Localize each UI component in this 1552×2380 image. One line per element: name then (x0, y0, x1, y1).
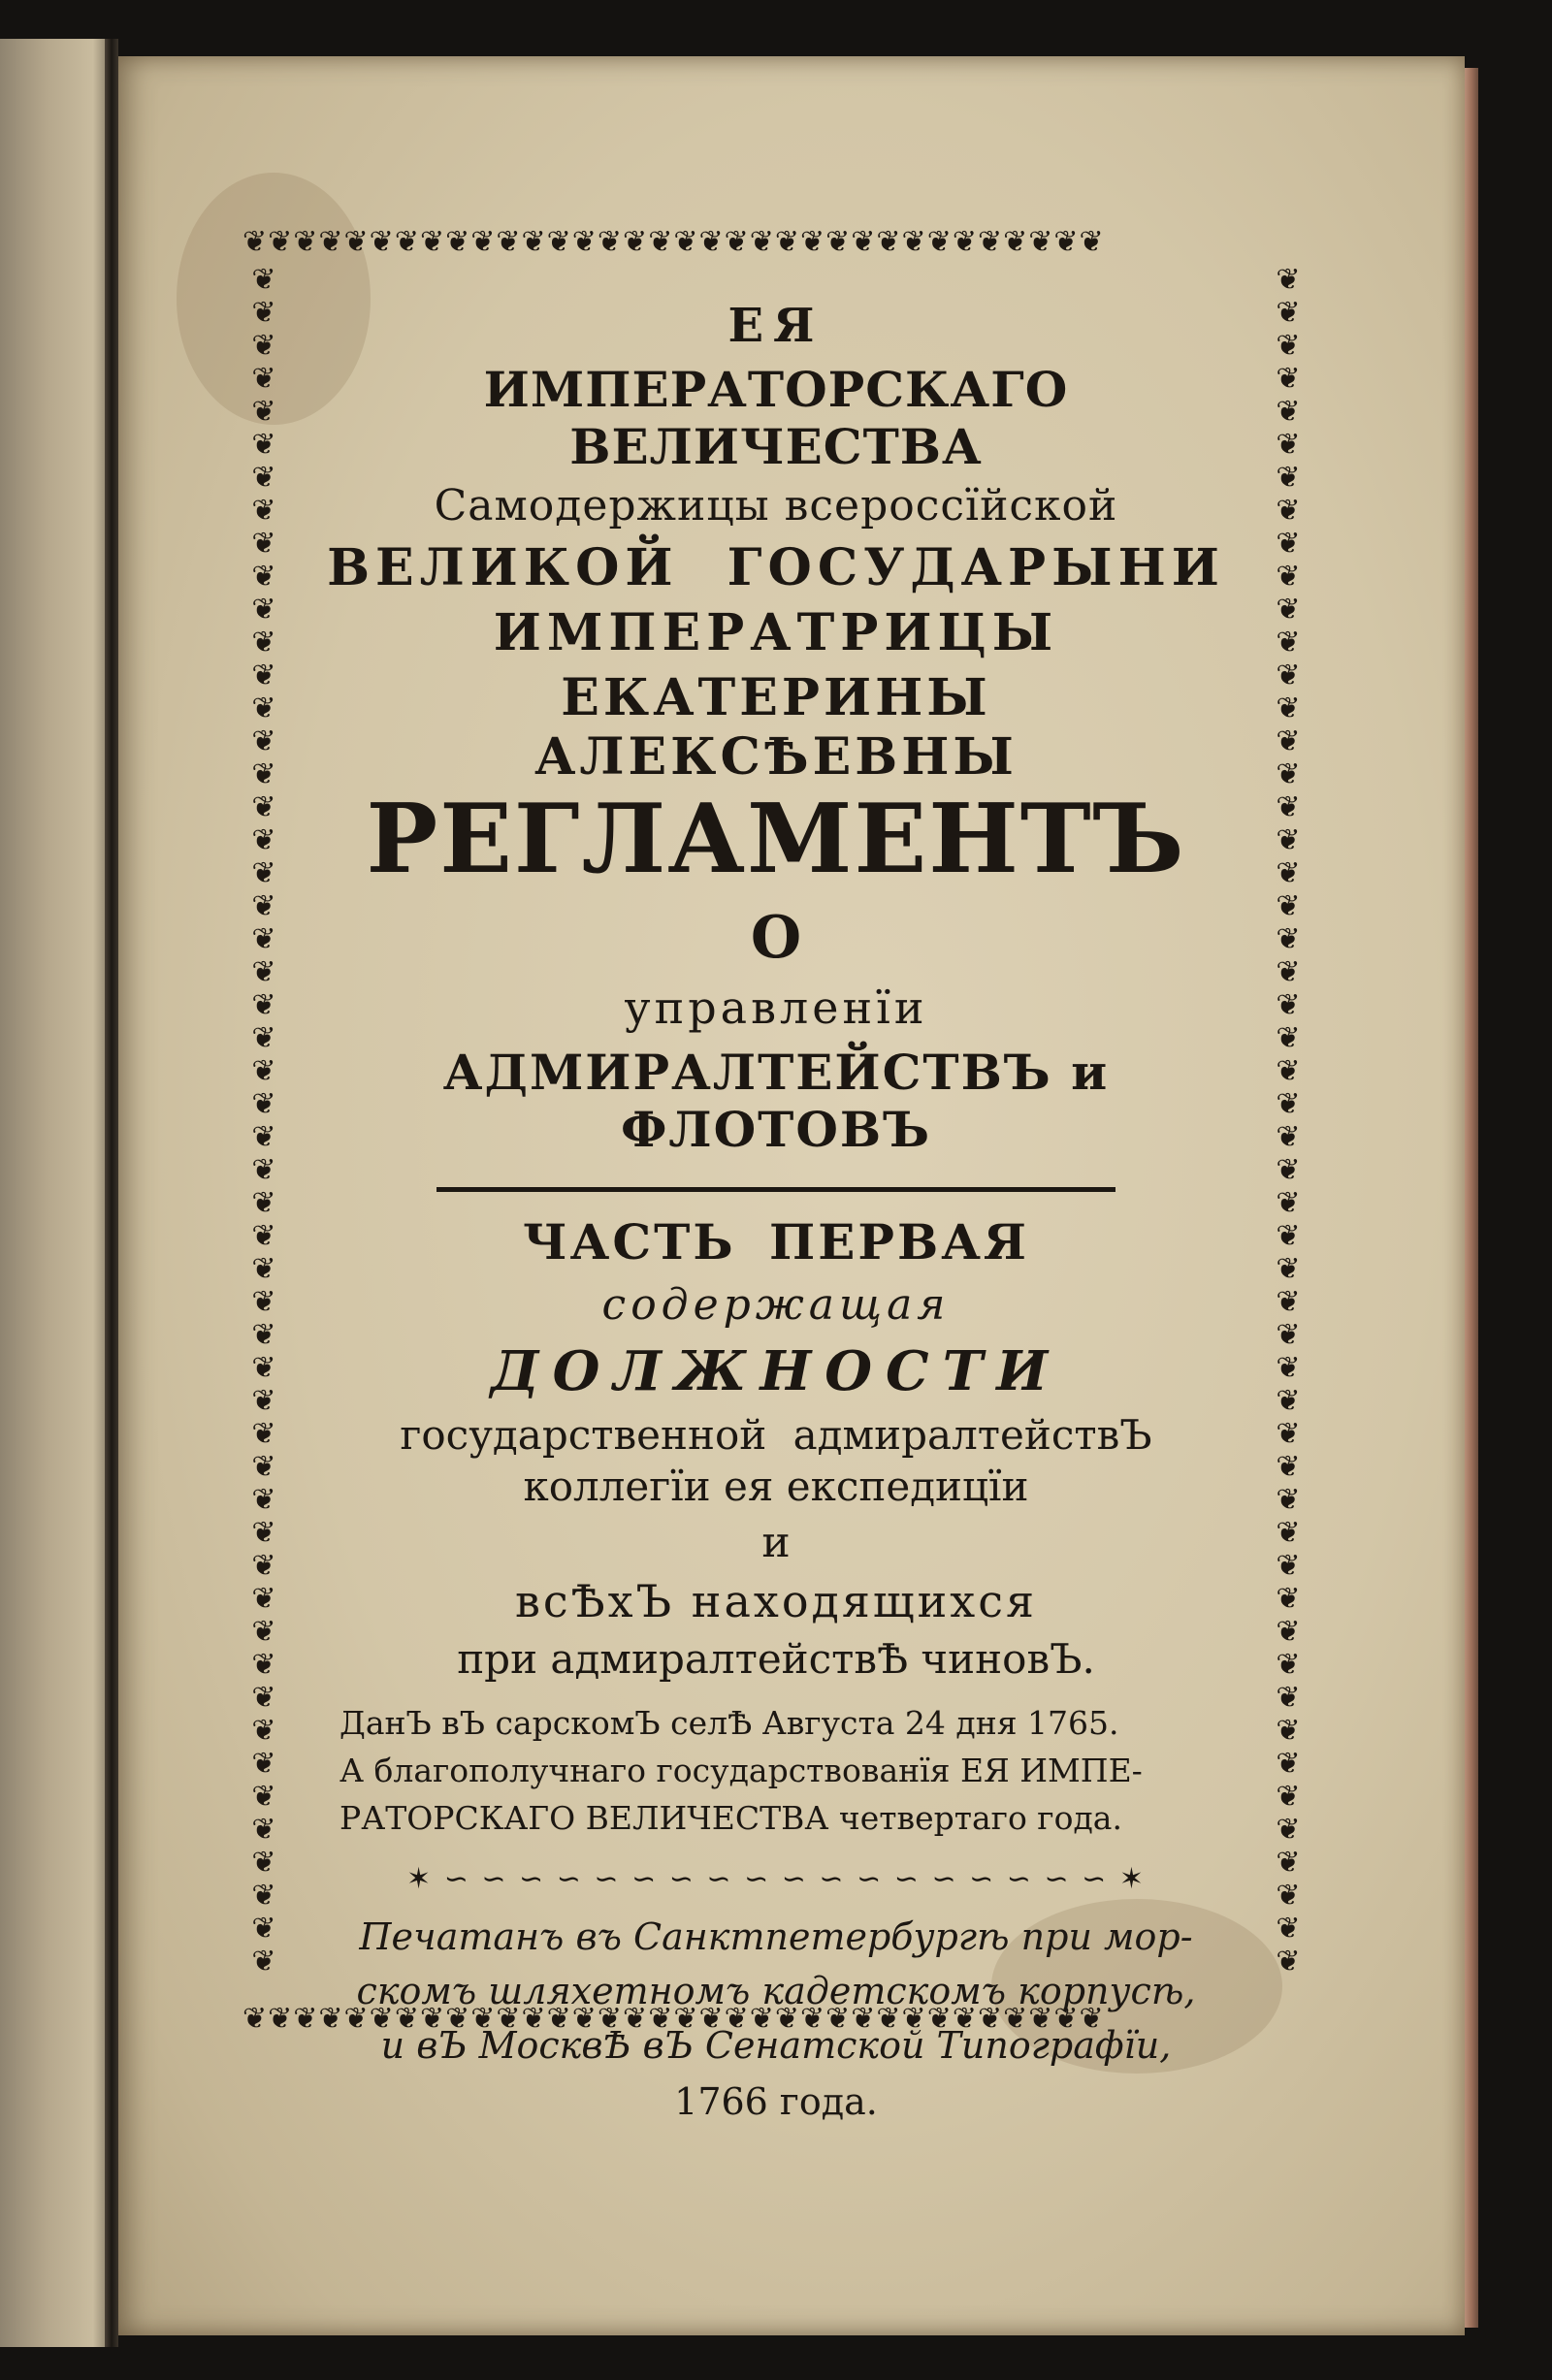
part-kollegii: коллегїи ея експедицїи (523, 1462, 1029, 1510)
title-line-imperatorskago: ИМПЕРАТОРСКАГО ВЕЛИЧЕСТВА (483, 361, 1069, 475)
ornamental-frame (242, 221, 1310, 2123)
dated-line-3: РАТОРСКАГО ВЕЛИЧЕСТВА четвертаго года. (340, 1798, 1122, 1837)
title-line-o: О (750, 903, 802, 972)
title-text-block (301, 277, 1251, 2123)
imprint-line-1: Печатанъ въ Санктпетербургѣ при мор- (359, 1914, 1193, 1958)
imprint-year: 1766 года. (674, 2079, 878, 2123)
book-gutter (105, 39, 118, 2347)
title-line-velikoy: ВЕЛИКОЙ ГОСУДАРЫНИ (327, 538, 1225, 597)
part-pri-admiralteystve: при адмиралтействѢ чиновЪ. (457, 1634, 1095, 1683)
frame-border-left: ❦❦❦❦❦❦❦❦❦❦❦❦❦❦❦❦❦❦❦❦❦❦❦❦❦❦❦❦❦❦❦❦❦❦❦❦❦❦❦❦❦❦❦❦❦❦❦❦❦❦❦❦ (251, 264, 276, 1978)
imprint-line-2: скомъ шляхетномъ кадетскомъ корпусѣ, (356, 1969, 1196, 2012)
part-vsekh: всѢхЪ находящихся (514, 1574, 1038, 1627)
title-line-upravlenii: управленїи (624, 981, 928, 1034)
horizontal-rule (436, 1187, 1116, 1192)
frame-border-right: ❦❦❦❦❦❦❦❦❦❦❦❦❦❦❦❦❦❦❦❦❦❦❦❦❦❦❦❦❦❦❦❦❦❦❦❦❦❦❦❦❦❦❦❦❦❦❦❦❦❦❦❦ (1276, 264, 1301, 1978)
ornamental-divider: ✶ ∽ ∽ ∽ ∽ ∽ ∽ ∽ ∽ ∽ ∽ ∽ ∽ ∽ ∽ ∽ ∽ ∽ ∽ ✶ (406, 1861, 1146, 1896)
title-line-ekateriny: ЕКАТЕРИНЫ АЛЕКСѢЕВНЫ (534, 668, 1018, 787)
title-line-imperatritsy: ИМПЕРАТРИЦЫ (493, 603, 1059, 662)
dated-line-2: А благополучнаго государствованїя ЕЯ ИМПЕ- (340, 1751, 1143, 1789)
part-i: и (761, 1517, 791, 1567)
title-line-admiralteystv: АДМИРАЛТЕЙСТВЪ и ФЛОТОВЪ (442, 1043, 1110, 1158)
title-main-reglament: РЕГЛАМЕНТЪ (366, 784, 1186, 895)
frame-border-top: ❦❦❦❦❦❦❦❦❦❦❦❦❦❦❦❦❦❦❦❦❦❦❦❦❦❦❦❦❦❦❦❦❦❦ (242, 225, 1105, 259)
title-line-ya: ЕЯ (728, 299, 824, 353)
part-soderzhashchaya: содержащая (601, 1279, 951, 1330)
imprint-line-3: и вЪ МосквѢ вЪ Сенатской Типографїи, (380, 2023, 1172, 2067)
frame-border-bottom: ❦❦❦❦❦❦❦❦❦❦❦❦❦❦❦❦❦❦❦❦❦❦❦❦❦❦❦❦❦❦❦❦❦❦ (242, 2002, 1105, 2036)
page-fore-edge (1465, 68, 1478, 2328)
facing-page-edge (0, 39, 116, 2347)
dated-line-1: ДанЪ вЪ сарскомЪ селѢ Августа 24 дня 1765. (340, 1703, 1119, 1742)
part-dolzhnosti: ДОЛЖНОСТИ (490, 1338, 1062, 1403)
title-line-samoderzhitsy: Самодержицы всероссїйской (434, 481, 1118, 531)
part-gosudarstvennoy: государственной адмиралтействЪ (400, 1410, 1152, 1459)
part-heading: ЧАСТЬ ПЕРВАЯ (522, 1212, 1030, 1270)
